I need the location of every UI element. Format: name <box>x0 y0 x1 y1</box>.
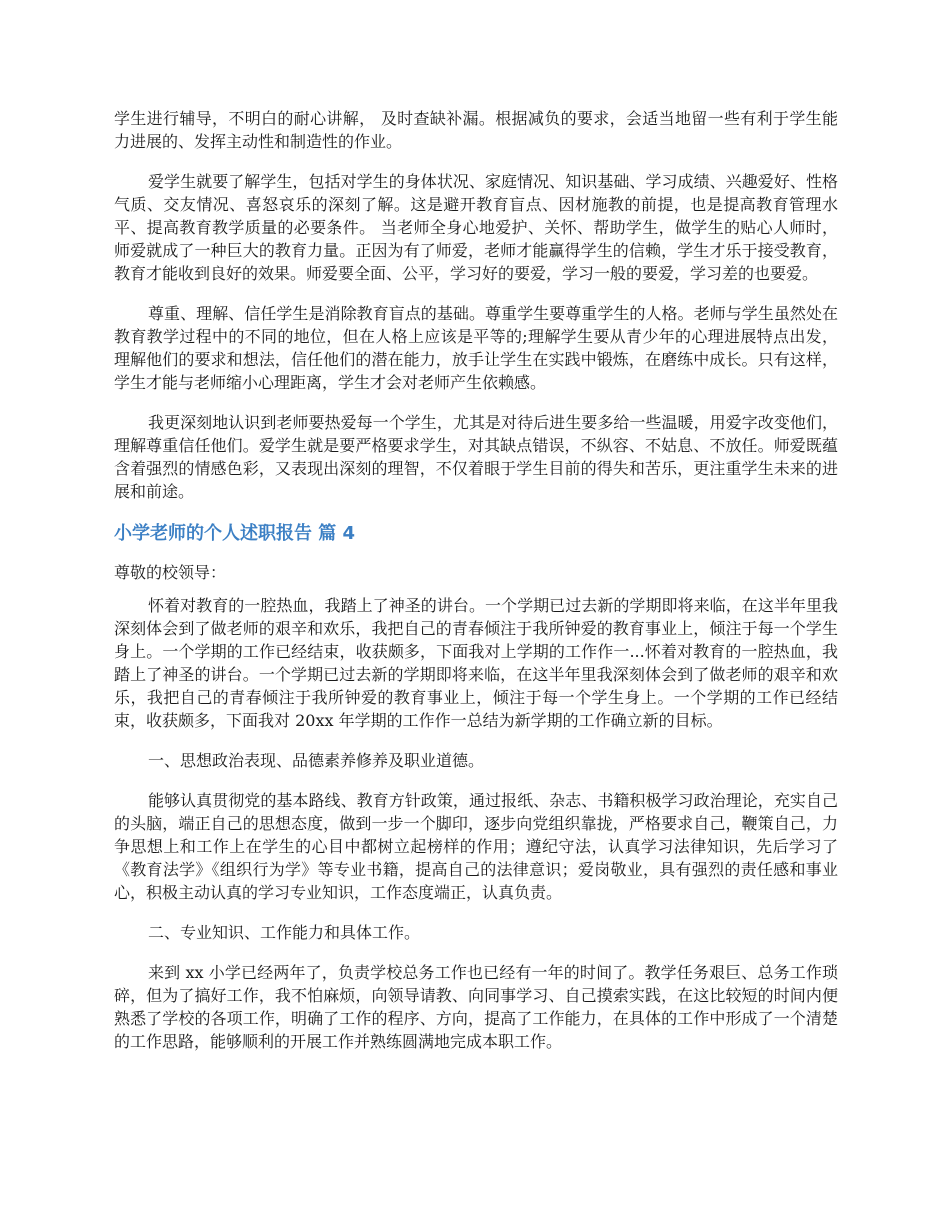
salutation: 尊敬的校领导： <box>114 563 227 582</box>
paragraph-love-students: 爱学生就要了解学生，包括对学生的身体状况、家庭情况、知识基础、学习成绩、兴趣爱好、性格气质、交友情况、喜怒哀乐的深刻了解。这是避开教育盲点、因材施教的前提，也是提高教育管理水平、提高教育教学质量的必要条件。 当老师全身心地爱护、关怀、帮助学生，做学生的贴心人师时，师爱就成了一种巨大的教育力量。正因为有了师爱，老师才能赢得学生的信赖，学生才乐于接受教育，教育才能收到良好的效果。师爱要全面、公平，学习好的要爱，学习一般的要爱，学习差的也要爱。 <box>114 172 838 283</box>
paragraph-section2: 来到 xx 小学已经两年了，负责学校总务工作也已经有一年的时间了。教学任务艰巨、总务工作琐碎，但为了搞好工作，我不怕麻烦，向领导请教、向同事学习、自己摸索实践，在这比较短的时间内便熟悉了学校的各项工作，明确了工作的程序、方向，提高了工作能力，在具体的工作中形成了一个清楚的工作思路，能够顺利的开展工作并熟练圆满地完成本职工作。 <box>114 963 838 1051</box>
paragraph-intro: 怀着对教育的一腔热血，我踏上了神圣的讲台。一个学期已过去新的学期即将来临，在这半年里我深刻体会到了做老师的艰辛和欢乐，我把自己的青春倾注于我所钟爱的教育事业上，倾注于每一个学生身上。一个学期的工作已经结束，收获颇多，下面我对上学期的工作作一...怀着对教育的一腔热血，我踏上了神圣的讲台。一个学期已过去新的学期即将来临，在这半年里我深刻体会到了做老师的艰辛和欢乐，我把自己的青春倾注于我所钟爱的教育事业上，倾注于每一个学生身上。一个学期的工作已经结束，收获颇多，下面我对 20xx 年学期的工作作一总结为新学期的工作确立新的目标。 <box>114 596 838 730</box>
paragraph-continued: 学生进行辅导，不明白的耐心讲解， 及时查缺补漏。根据减负的要求，会适当地留一些有利于学生能力进展的、发挥主动性和制造性的作业。 <box>114 109 838 151</box>
section2-title: 二、专业知识、工作能力和具体工作。 <box>148 923 421 942</box>
paragraph-deep-understanding: 我更深刻地认识到老师要热爱每一个学生，尤其是对待后进生要多给一些温暖，用爱字改变他们，理解尊重信任他们。爱学生就是要严格要求学生，对其缺点错误，不纵容、不姑息、不放任。师爱既蕴含着强烈的情感色彩，又表现出深刻的理智，不仅着眼于学生目前的得失和苦乐，更注重学生未来的进展和前途。 <box>114 413 838 501</box>
paragraph-respect-students: 尊重、理解、信任学生是消除教育盲点的基础。尊重学生要尊重学生的人格。老师与学生虽然处在教育教学过程中的不同的地位，但在人格上应该是平等的;理解学生要从青少年的心理进展特点出发，理解他们的要求和想法，信任他们的潜在能力，放手让学生在实践中锻炼，在磨练中成长。只有这样，学生才能与老师缩小心理距离，学生才会对老师产生依赖感。 <box>114 304 838 392</box>
paragraph-section1: 能够认真贯彻党的基本路线、教育方针政策，通过报纸、杂志、书籍积极学习政治理论，充实自己的头脑，端正自己的思想态度，做到一步一个脚印，逐步向党组织靠拢，严格要求自己，鞭策自己，力争思想上和工作上在学生的心目中都树立起榜样的作用；遵纪守法，认真学习法律知识，先后学习了《教育法学》《组织行为学》等专业书籍，提高自己的法律意识；爱岗敬业，具有强烈的责任感和事业心，积极主动认真的学习专业知识，工作态度端正，认真负责。 <box>114 791 838 902</box>
section-heading: 小学老师的个人述职报告 篇 4 <box>114 523 356 544</box>
section1-title: 一、思想政治表现、品德素养修养及职业道德。 <box>148 751 485 770</box>
